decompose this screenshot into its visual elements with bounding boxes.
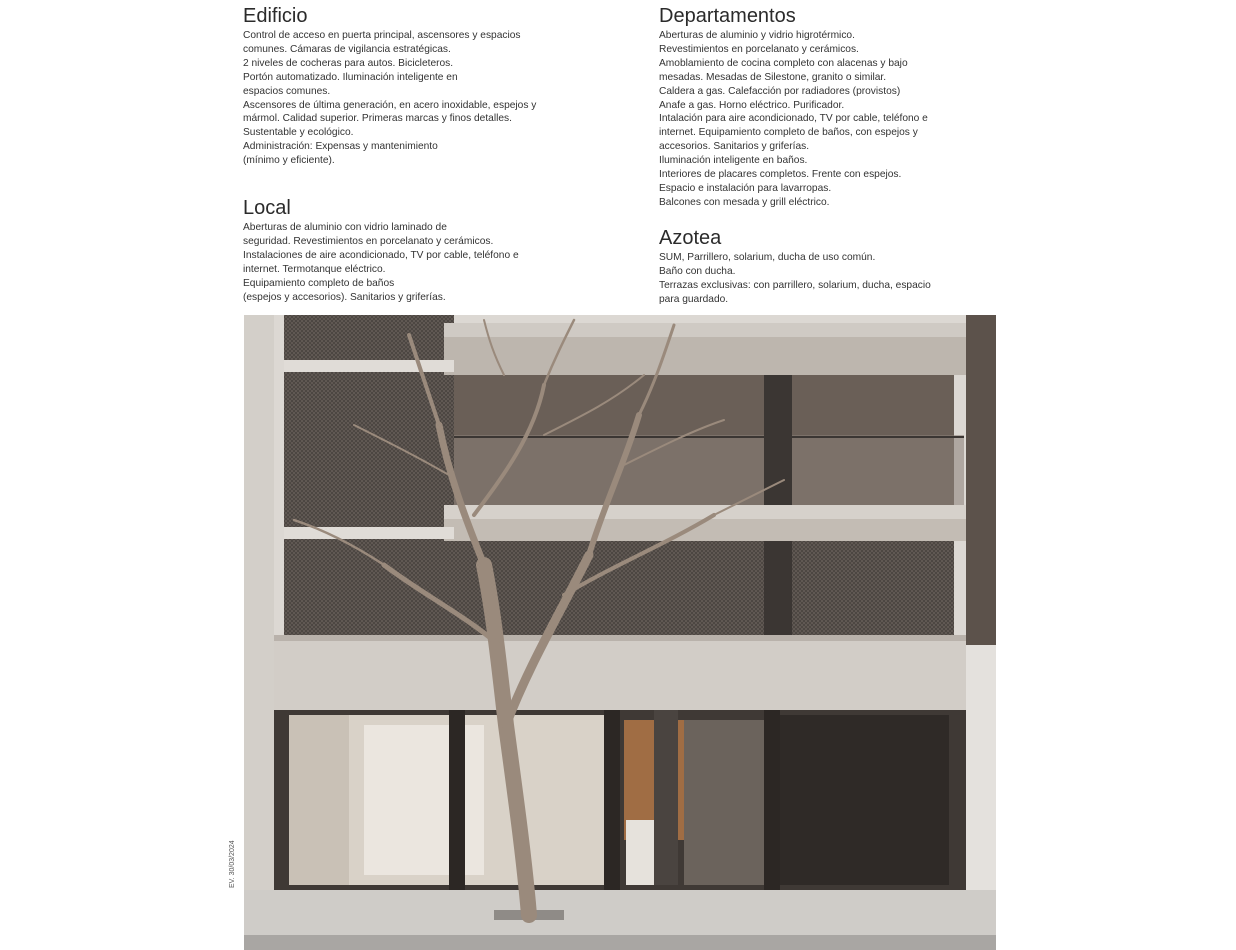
spec-line: Equipamiento completo de baños — [243, 277, 395, 289]
spec-line: para guardado. — [659, 293, 729, 305]
spec-line: espacios comunes. — [243, 85, 331, 97]
spec-line: Aberturas de aluminio con vidrio laminado de — [243, 222, 447, 233]
building-render-image — [244, 315, 996, 950]
spec-line: mesadas. Mesadas de Silestone, granito o similar. — [659, 71, 887, 83]
spec-line: Ascensores de última generación, en acero inoxidable, espejos y — [243, 99, 537, 111]
section-body-departamentos — [659, 29, 928, 210]
spec-line: 2 niveles de cocheras para autos. Bicicleteros. — [243, 57, 454, 69]
spec-line: Terrazas exclusivas: con parrillero, solarium, ducha, espacio — [659, 279, 931, 291]
spec-line: Caldera a gas. Calefacción por radiadores (provistos) — [659, 85, 901, 97]
spec-line: (espejos y accesorios). Sanitarios y griferías. — [243, 291, 446, 303]
spec-line: Amoblamiento de cocina completo con alacenas y bajo — [659, 57, 908, 69]
section-body-azotea — [659, 251, 931, 307]
render-date-stamp: EV. 30/03/2024 — [229, 840, 236, 888]
section-azotea — [659, 228, 931, 307]
spec-line: Instalaciones de aire acondicionado, TV por cable, teléfono e — [243, 249, 519, 261]
spec-line: Baño con ducha. — [659, 265, 736, 277]
building-facade-illustration — [244, 315, 996, 950]
section-title-local: Local — [243, 197, 291, 219]
spec-line: Administración: Expensas y mantenimiento — [243, 141, 438, 153]
spec-line: (mínimo y eficiente). — [243, 155, 335, 167]
spec-line: Anafe a gas. Horno eléctrico. Purificador. — [659, 99, 845, 111]
spec-line: mármol. Calidad superior. Primeras marcas y finos detalles. — [243, 113, 512, 125]
section-body-edificio — [243, 29, 536, 168]
spec-line: Balcones con mesada y grill eléctrico. — [659, 196, 830, 208]
spec-line: Interiores de placares completos. Frente con espejos. — [659, 169, 902, 181]
spec-line: SUM, Parrillero, solarium, ducha de uso común. — [659, 252, 876, 263]
section-body-local — [243, 221, 519, 304]
spec-line: internet. Termotanque eléctrico. — [243, 263, 386, 275]
spec-line: Portón automatizado. Iluminación inteligente en — [243, 71, 458, 83]
spec-line: Espacio e instalación para lavarropas. — [659, 182, 832, 194]
spec-line: comunes. Cámaras de vigilancia estratégicas. — [243, 43, 451, 55]
spec-line: Aberturas de aluminio y vidrio higrotérmico. — [659, 30, 855, 41]
section-edificio — [243, 6, 536, 168]
spec-line: internet. Equipamiento completo de baños, con espejos y — [659, 127, 918, 139]
spec-line: Sustentable y ecológico. — [243, 127, 354, 139]
section-title-azotea: Azotea — [659, 227, 722, 249]
section-departamentos — [659, 6, 928, 210]
section-title-edificio: Edificio — [243, 5, 308, 27]
section-local — [243, 198, 519, 304]
section-title-departamentos: Departamentos — [659, 5, 796, 27]
spec-line: accesorios. Sanitarios y griferías. — [659, 141, 810, 153]
spec-line: Intalación para aire acondicionado, TV por cable, teléfono e — [659, 113, 928, 125]
spec-line: seguridad. Revestimientos en porcelanato y cerámicos. — [243, 235, 494, 247]
spec-line: Iluminación inteligente en baños. — [659, 155, 808, 167]
spec-line: Revestimientos en porcelanato y cerámicos. — [659, 43, 859, 55]
spec-line: Control de acceso en puerta principal, ascensores y espacios — [243, 30, 521, 41]
